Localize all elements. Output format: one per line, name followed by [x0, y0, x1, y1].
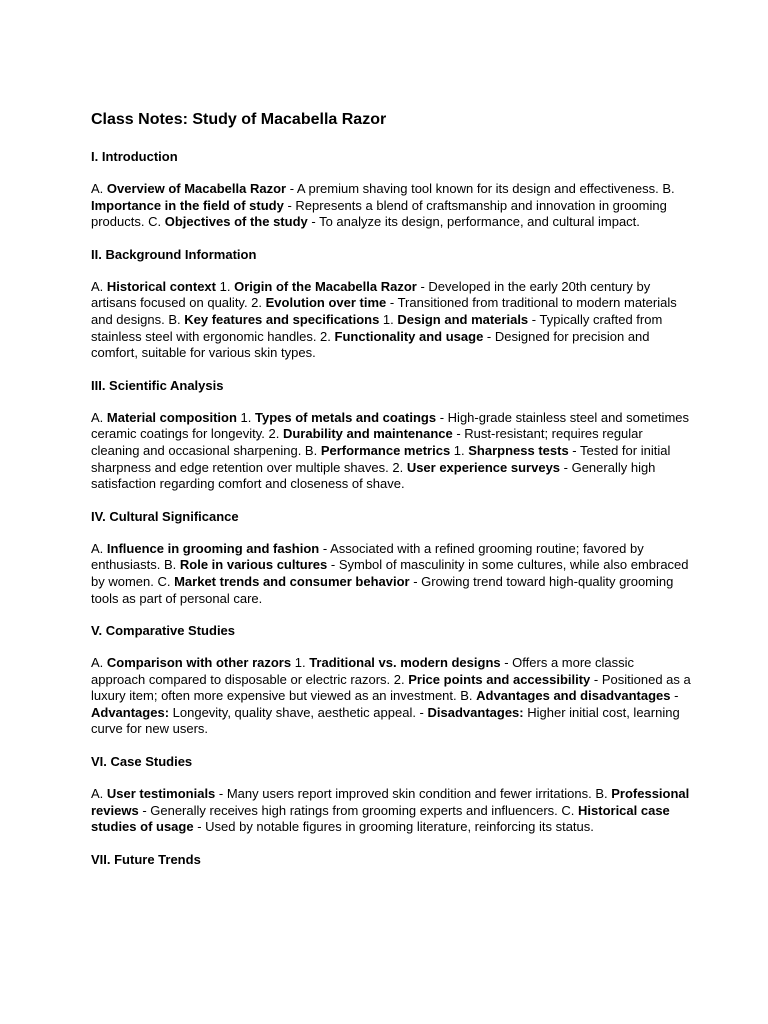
document-title: Class Notes: Study of Macabella Razor: [91, 111, 387, 128]
section-body: [91, 541, 691, 607]
body-text: 1.: [216, 278, 235, 294]
bold-term: Advantages and disadvantages: [476, 688, 671, 704]
bold-term: User experience surveys: [406, 459, 561, 475]
section-heading: VI. Case Studies: [91, 754, 193, 770]
bold-term: Disadvantages:: [427, 704, 524, 720]
body-text: A.: [91, 409, 107, 425]
section-heading: IV. Cultural Significance: [91, 508, 239, 524]
bold-term: Key features and specifications: [184, 311, 380, 327]
body-text: - Many users report improved skin condition and fewer irritations. B.: [215, 786, 612, 802]
bold-term: Durability and maintenance: [282, 426, 453, 442]
section-body: [91, 181, 691, 231]
bold-term: User testimonials: [106, 786, 216, 802]
bold-term: Sharpness tests: [468, 442, 569, 458]
body-text: - Used by notable figures in grooming literature, reinforcing its status.: [193, 819, 594, 835]
body-text: - To analyze its design, performance, and cultural impact.: [307, 214, 640, 230]
body-text: - Offers a more classic approach compared to disposable or electric razors. 2.: [91, 655, 635, 687]
body-text: - Generally high satisfaction regarding comfort and closeness of shave.: [91, 459, 656, 492]
body-text: A.: [91, 655, 107, 671]
body-text: - A premium shaving tool known for its design and effectiveness. B.: [286, 181, 675, 196]
bold-term: Influence in grooming and fashion: [106, 540, 320, 556]
section-heading: V. Comparative Studies: [91, 623, 236, 639]
body-text: -: [670, 688, 679, 704]
body-text: Higher initial cost, learning curve for new users.: [91, 704, 680, 737]
bold-term: Market trends and consumer behavior: [174, 573, 410, 589]
body-text: - Designed for precision and comfort, suitable for various skin types.: [91, 328, 650, 361]
section-body: [91, 655, 691, 738]
body-text: 1.: [291, 655, 310, 671]
section-body: [91, 786, 691, 836]
bold-term: Comparison with other razors: [106, 655, 292, 671]
bold-term: Historical context: [106, 278, 216, 294]
body-text: 1.: [379, 311, 398, 327]
bold-term: Origin of the Macabella Razor: [234, 278, 417, 294]
bold-term: Role in various cultures: [179, 557, 328, 573]
section-body: [91, 279, 691, 362]
document-sections: [91, 148, 691, 869]
body-text: A.: [91, 786, 107, 802]
body-text: A.: [91, 540, 107, 556]
bold-term: Functionality and usage: [334, 328, 484, 344]
body-text: - Symbol of masculinity in some cultures, while also embraced by women. C.: [91, 557, 689, 589]
body-text: - High-grade stainless steel and sometimes ceramic coatings for longevity. 2.: [91, 409, 689, 442]
bold-term: Types of metals and coatings: [255, 409, 437, 425]
bold-term: Objectives of the study: [164, 214, 308, 230]
bold-term: Advantages:: [91, 704, 170, 720]
bold-term: Overview of Macabella Razor: [106, 181, 287, 196]
body-text: - Positioned as a luxury item; often more expensive but viewed as an investment. B.: [91, 671, 691, 704]
bold-term: Material composition: [106, 409, 237, 425]
section-body: [91, 410, 691, 493]
bold-term: Evolution over time: [265, 295, 387, 311]
bold-term: Importance in the field of study: [91, 197, 284, 213]
bold-term: Design and materials: [397, 311, 529, 327]
body-text: Longevity, quality shave, aesthetic appeal. -: [169, 704, 428, 720]
bold-term: Performance metrics: [320, 442, 451, 458]
body-text: A.: [91, 181, 107, 196]
section-heading: I. Introduction: [91, 149, 178, 164]
bold-term: Price points and accessibility: [408, 671, 591, 687]
body-text: A.: [91, 278, 107, 294]
body-text: - Rust-resistant; requires regular cleaning and occasional sharpening. B.: [91, 426, 643, 458]
body-text: - Represents a blend of craftsmanship and innovation in grooming products. C.: [91, 197, 667, 230]
body-text: - Transitioned from traditional to modern materials and designs. B.: [91, 295, 677, 327]
bold-term: Traditional vs. modern designs: [309, 655, 501, 671]
section-heading: VII. Future Trends: [91, 851, 201, 867]
body-text: 1.: [236, 409, 256, 425]
bold-term: Historical case studies of usage: [91, 802, 670, 835]
section-heading: III. Scientific Analysis: [91, 377, 224, 393]
body-text: - Tested for initial sharpness and edge retention over multiple shaves. 2.: [91, 442, 671, 475]
body-text: - Developed in the early 20th century by artisans focused on quality. 2.: [91, 278, 651, 311]
bold-term: Professional reviews: [91, 786, 690, 818]
body-text: - Typically crafted from stainless steel with ergonomic handles. 2.: [91, 311, 663, 344]
body-text: - Generally receives high ratings from grooming experts and influencers. C.: [138, 802, 579, 818]
section-heading: II. Background Information: [91, 246, 257, 262]
body-text: 1.: [450, 442, 469, 458]
body-text: - Growing trend toward high-quality grooming tools as part of personal care.: [91, 573, 674, 606]
body-text: - Associated with a refined grooming routine; favored by enthusiasts. B.: [91, 540, 644, 573]
